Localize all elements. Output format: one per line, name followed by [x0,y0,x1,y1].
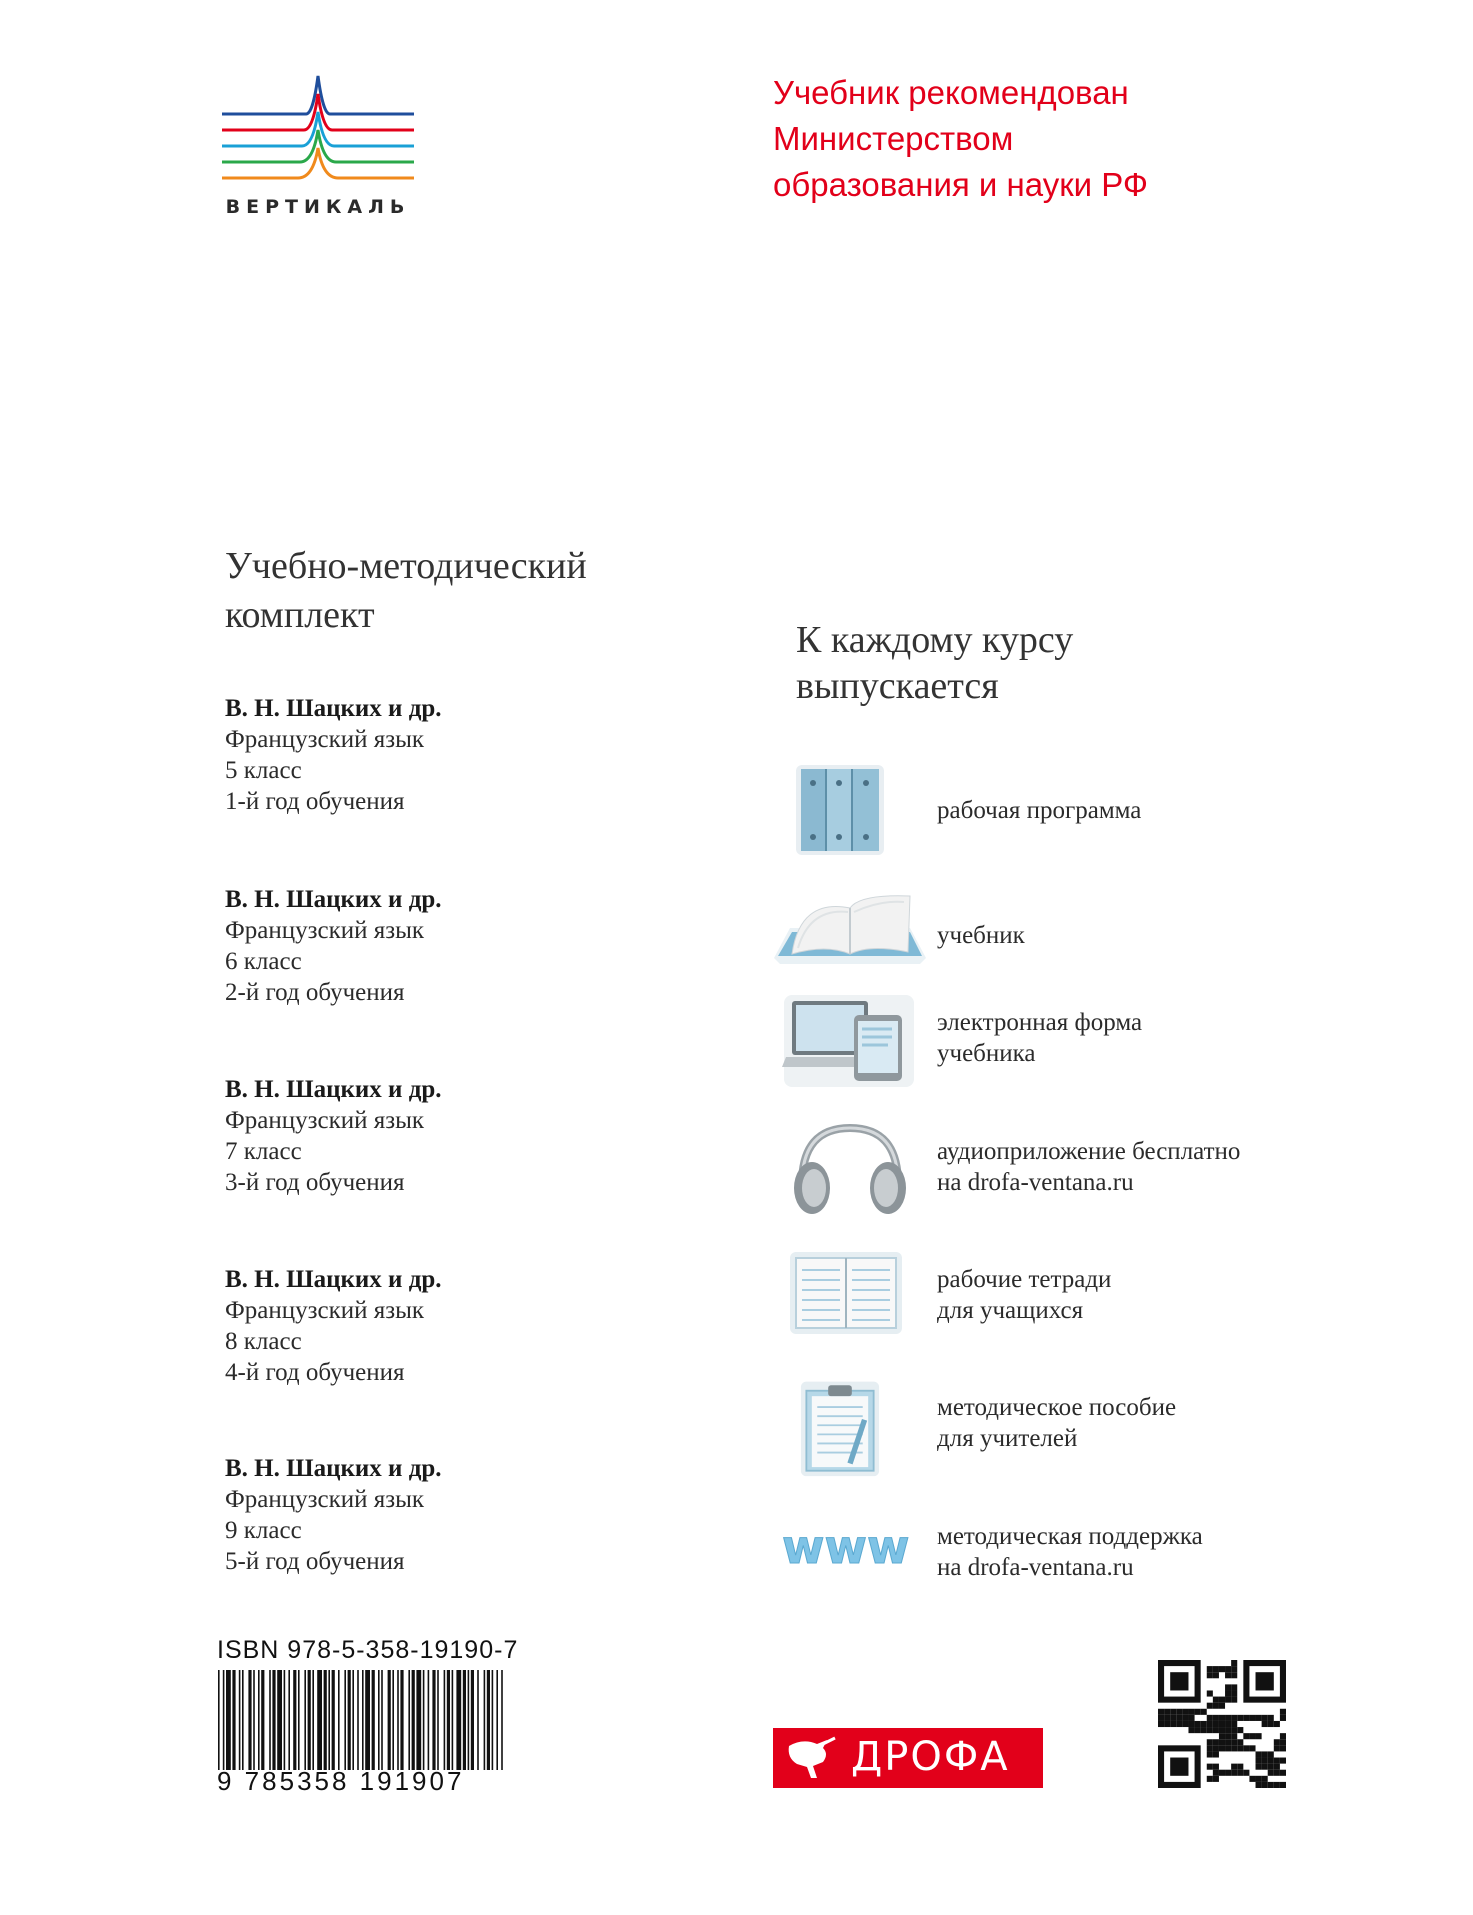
www-icon [770,1507,930,1607]
course-title-line: выпускается [796,665,999,707]
notebook-icon [770,1250,930,1350]
binder-icon [770,763,930,863]
book-grade: 5 класс [225,757,302,784]
publisher-name: ДРОФА [851,1734,1010,1780]
www-icon-text: www [782,1520,910,1574]
book-entry [225,1453,645,1577]
headphones-icon [770,1122,930,1222]
course-item-label: учебника [937,1040,1036,1067]
book-year: 3-й год обучения [225,1169,405,1196]
logo-wordmark: ВЕРТИКАЛЬ [225,196,411,218]
book-author: В. Н. Шацких и др. [225,695,442,722]
course-item-label: на drofa-ventana.ru [937,1554,1134,1581]
course-item [770,1507,1430,1617]
qr-code [1158,1660,1286,1788]
kit-title-line: Учебно-методический [225,545,587,587]
kit-title [225,542,665,640]
course-item [770,1378,1430,1488]
book-subject: Французский язык [225,1297,425,1324]
recommendation-line: Учебник рекомендован [773,74,1129,111]
bird-icon [783,1734,839,1782]
book-grade: 7 класс [225,1138,302,1165]
book-grade: 8 класс [225,1328,302,1355]
book-entry [225,693,645,817]
book-grade: 6 класс [225,948,302,975]
open-book-icon [770,888,930,988]
course-item-label: рабочие тетради [937,1266,1112,1293]
drofa-logo [773,1728,1043,1788]
book-grade: 9 класс [225,1517,302,1544]
book-subject: Французский язык [225,1486,425,1513]
book-subject: Французский язык [225,917,425,944]
laptop-tablet-icon [770,993,930,1093]
kit-title-line: комплект [225,594,375,636]
course-item-label: для учащихся [937,1297,1084,1324]
book-author: В. Н. Шацких и др. [225,1266,442,1293]
course-item-label: электронная форма [937,1009,1143,1036]
book-subject: Французский язык [225,726,425,753]
book-entry [225,884,645,1008]
book-year: 5-й год обучения [225,1548,405,1575]
course-item [770,1250,1430,1360]
course-item-label: учебник [937,922,1025,949]
book-year: 2-й год обучения [225,979,405,1006]
book-entry [225,1264,645,1388]
barcode [218,1670,506,1776]
course-item-label: рабочая программа [937,797,1142,824]
recommendation-line: образования и науки РФ [773,166,1148,203]
course-title-line: К каждому курсу [796,619,1074,661]
book-subject: Французский язык [225,1107,425,1134]
book-year: 4-й год обучения [225,1359,405,1386]
course-item-label: аудиоприложение бесплатно [937,1138,1241,1165]
clipboard-icon [770,1378,930,1478]
course-item [770,888,1430,998]
course-item-label: на drofa-ventana.ru [937,1169,1134,1196]
course-item [770,1122,1430,1232]
course-item-label: методическая поддержка [937,1523,1203,1550]
recommendation-line: Министерством [773,120,1014,157]
course-title [796,617,1296,709]
recommendation-notice [773,70,1373,208]
barcode-digits: 9 785358 191907 [217,1766,465,1796]
course-item-label: методическое пособие [937,1394,1177,1421]
course-item-label: для учителей [937,1425,1078,1452]
course-item [770,993,1430,1103]
isbn-label: ISBN 978-5-358-19190-7 [217,1636,519,1664]
book-author: В. Н. Шацких и др. [225,1076,442,1103]
course-item [770,763,1430,873]
book-year: 1-й год обучения [225,788,405,815]
book-entry [225,1074,645,1198]
book-author: В. Н. Шацких и др. [225,886,442,913]
book-author: В. Н. Шацких и др. [225,1455,442,1482]
